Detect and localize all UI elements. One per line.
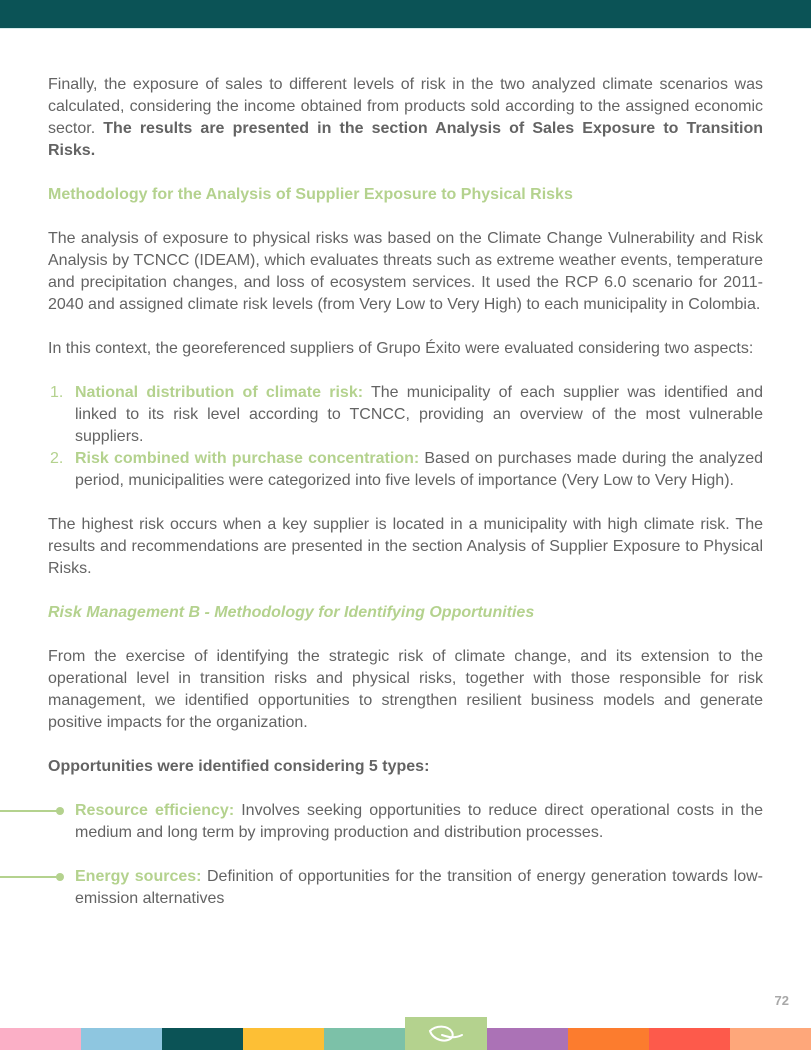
aspects-list	[48, 382, 763, 492]
strip-segment-dark-teal	[162, 1028, 243, 1050]
intro-text: Finally, the exposure of sales to different levels of risk in the two analyzed climate scenarios was calculated, considering the income obtained from products sold according to the assigned economic sector.	[48, 76, 763, 137]
strip-segment-mint	[324, 1028, 405, 1050]
aspect-label: National distribution of climate risk:	[75, 384, 364, 401]
aspect-text: Based on purchases made during the analyzed period, municipalities were categorized into five levels of importance (Very Low to Very High).	[75, 450, 764, 489]
section-heading-opportunities: Risk Management B - Methodology for Identifying Opportunities	[48, 604, 535, 621]
page-number: 72	[774, 993, 789, 1008]
leaf-icon	[424, 1023, 468, 1045]
opportunity-type-label: Resource efficiency:	[75, 802, 235, 819]
intro-paragraph	[48, 74, 763, 162]
strip-segment-peach	[730, 1028, 811, 1050]
opportunity-types-list	[48, 800, 763, 910]
strip-segment-light-blue	[81, 1028, 162, 1050]
highest-risk-paragraph: The highest risk occurs when a key supplier is located in a municipality with high climate risk. The results and recommendations are presented in the section Analysis of Supplier Exposure to Physical Risks.	[48, 516, 763, 577]
physical-risk-paragraph: The analysis of exposure to physical risks was based on the Climate Change Vulnerability and Risk Analysis by TCNCC (IDEAM), which evaluates threats such as extreme weather events, temperature and precipitation changes, and loss of ecosystem services. It used the RCP 6.0 scenario for 2011-2040 and assigned climate risk levels (from Very Low to Very High) to each municipality in Colombia.	[48, 230, 763, 313]
intro-bold-text: The results are presented in the section Analysis of Sales Exposure to Transition Risks.	[48, 120, 764, 159]
opportunity-type-text: Definition of opportunities for the transition of energy generation towards low-emission alternatives	[75, 868, 763, 907]
strip-segment-yellow	[243, 1028, 324, 1050]
bullet-dot-icon	[56, 807, 64, 815]
connector-line-icon	[0, 876, 58, 878]
aspect-number: 1.	[50, 384, 64, 401]
aspect-text: The municipality of each supplier was identified and linked to its risk level according to TCNCC, providing an overview of the most vulnerable suppliers.	[75, 384, 763, 445]
header-bar	[0, 0, 811, 29]
aspect-label: Risk combined with purchase concentration:	[75, 450, 420, 467]
opportunity-type-text: Involves seeking opportunities to reduce direct operational costs in the medium and long term by improving production and distribution processes.	[75, 802, 764, 841]
page-content	[48, 74, 763, 910]
strip-segment-pink	[0, 1028, 81, 1050]
footer-logo-tab	[405, 1017, 487, 1050]
strip-segment-purple	[487, 1028, 568, 1050]
bullet-dot-icon	[56, 873, 64, 881]
opportunity-type-item	[48, 866, 763, 910]
aspect-number: 2.	[50, 450, 64, 467]
aspect-item	[48, 448, 763, 492]
opportunities-paragraph: From the exercise of identifying the strategic risk of climate change, and its extension to the operational level in transition risks and physical risks, together with those responsible for risk management, we identified opportunities to strengthen resilient business models and generate positive impacts for the organization.	[48, 648, 763, 731]
section-heading-supplier-physical-risks: Methodology for the Analysis of Supplier Exposure to Physical Risks	[48, 186, 573, 203]
context-paragraph: In this context, the georeferenced suppliers of Grupo Éxito were evaluated considering two aspects:	[48, 340, 754, 357]
connector-line-icon	[0, 810, 58, 812]
strip-segment-red	[649, 1028, 730, 1050]
opportunity-types-intro: Opportunities were identified considering 5 types:	[48, 758, 430, 775]
aspect-item	[48, 382, 763, 448]
opportunity-type-item	[48, 800, 763, 844]
strip-segment-orange	[568, 1028, 649, 1050]
opportunity-type-label: Energy sources:	[75, 868, 202, 885]
